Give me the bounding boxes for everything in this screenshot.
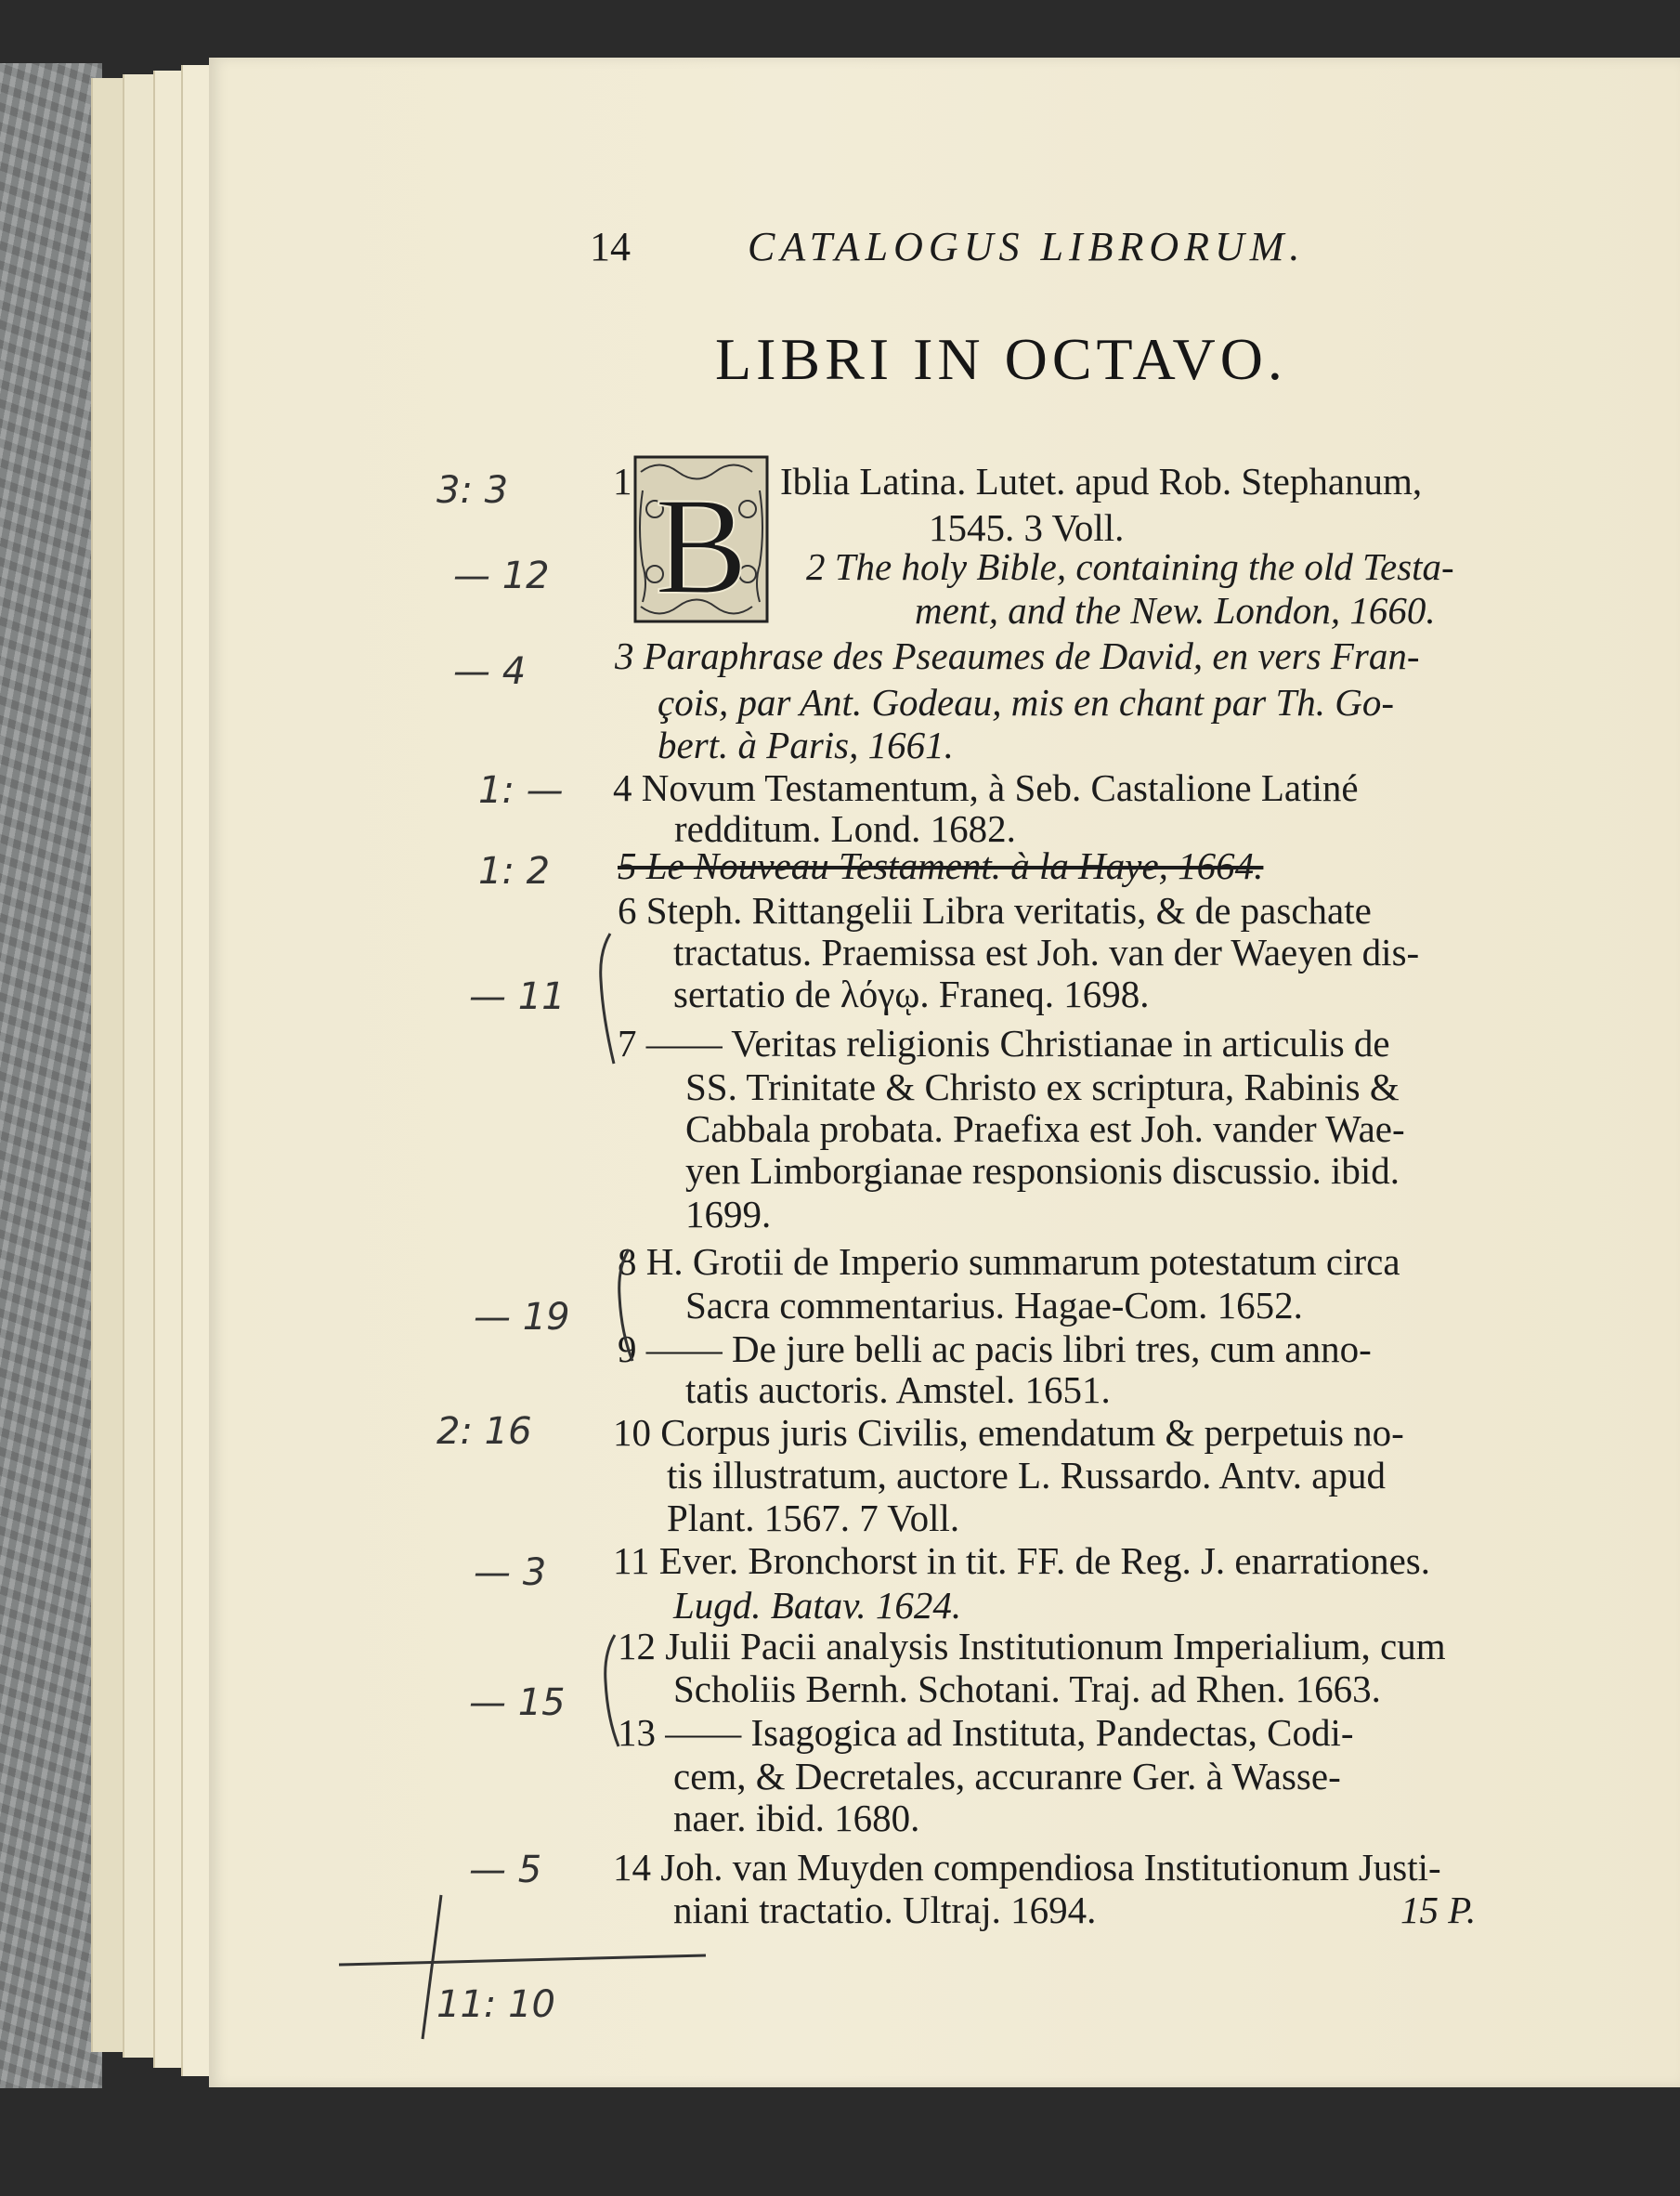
section-title: LIBRI IN OCTAVO. [715, 326, 1287, 392]
handwritten-total: 11: 10 [436, 1983, 555, 2026]
handwritten-brace [594, 1630, 622, 1751]
entry-line: 11 Ever. Bronchorst in tit. FF. de Reg. J. enarrationes. [613, 1539, 1430, 1582]
handwritten-price: — 19 [474, 1296, 570, 1339]
entry-line: 3 Paraphrase des Pseaumes de David, en vers Fran- [615, 634, 1420, 677]
entry-line: Cabbala probata. Praefixa est Joh. vander Wae- [685, 1107, 1405, 1150]
running-title: CATALOGUS LIBRORUM. [748, 224, 1306, 269]
entry-line: 1699. [685, 1193, 772, 1235]
handwritten-brace [608, 1245, 636, 1366]
entry-number: 1 [613, 460, 632, 503]
entry-line: 10 Corpus juris Civilis, emendatum & perpetuis no- [613, 1411, 1404, 1454]
entry-line: sertatio de λόγῳ. Franeq. 1698. [673, 973, 1150, 1015]
entry-line: ment, and the New. London, 1660. [915, 589, 1436, 632]
page-number: 14 [590, 224, 631, 269]
entry-line: 14 Joh. van Muyden compendiosa Institutionum Justi- [613, 1846, 1441, 1889]
entry-line: bert. à Paris, 1661. [658, 724, 954, 766]
entry-line: SS. Trinitate & Christo ex scriptura, Rabinis & [685, 1065, 1400, 1108]
entry-line: redditum. Lond. 1682. [674, 807, 1016, 850]
entry-line: tis illustratum, auctore L. Russardo. Antv. apud [667, 1454, 1386, 1497]
entry-line: Sacra commentarius. Hagae-Com. 1652. [685, 1284, 1303, 1327]
entry-line-struck: 5 Le Nouveau Testament. à la Haye, 1664. [618, 844, 1264, 887]
entry-line: 12 Julii Pacii analysis Institutionum Imperialium, cum [618, 1625, 1446, 1667]
svg-text:B: B [654, 469, 749, 623]
entry-line: naer. ibid. 1680. [673, 1797, 920, 1839]
handwritten-price: — 12 [453, 555, 550, 597]
handwritten-price: — 15 [469, 1681, 566, 1724]
book-cover [0, 63, 102, 2088]
handwritten-price: 1: — [478, 769, 564, 812]
handwritten-price: 1: 2 [478, 850, 551, 893]
catchword: 15 P. [1400, 1889, 1477, 1931]
handwritten-price: 3: 3 [436, 469, 509, 512]
entry-line: Plant. 1567. 7 Voll. [667, 1497, 960, 1539]
entry-line: tractatus. Praemissa est Joh. van der Waeyen dis- [673, 931, 1420, 974]
entry-line: Scholiis Bernh. Schotani. Traj. ad Rhen. 1663. [673, 1667, 1381, 1710]
handwritten-price: — 5 [469, 1849, 542, 1891]
entry-line: niani tractatio. Ultraj. 1694. [673, 1889, 1097, 1931]
handwritten-brace [590, 929, 618, 1068]
handwritten-price: — 11 [469, 975, 566, 1018]
entry-line: 6 Steph. Rittangelii Libra veritatis, & de paschate [618, 889, 1372, 932]
entry-line: 9 —— De jure belli ac pacis libri tres, cum anno- [618, 1327, 1372, 1370]
handwritten-price: — 3 [474, 1551, 547, 1594]
entry-line: 1545. 3 Voll. [929, 506, 1125, 549]
entry-line: Lugd. Batav. 1624. [673, 1584, 962, 1627]
entry-line: 4 Novum Testamentum, à Seb. Castalione Latiné [613, 766, 1359, 809]
handwritten-price: 2: 16 [436, 1410, 532, 1453]
entry-line: 13 —— Isagogica ad Instituta, Pandectas, Codi- [618, 1711, 1354, 1754]
entry-line: 2 The holy Bible, containing the old Testa- [806, 545, 1454, 588]
entry-line: 7 —— Veritas religionis Christianae in articulis de [618, 1022, 1390, 1065]
entry-line: 8 H. Grotii de Imperio summarum potestatum circa [618, 1240, 1400, 1283]
ornamental-drop-cap-icon [632, 453, 771, 625]
handwritten-price: — 4 [453, 650, 527, 693]
entry-line: tatis auctoris. Amstel. 1651. [685, 1368, 1111, 1411]
entry-line: cem, & Decretales, accuranre Ger. à Wasse- [673, 1755, 1341, 1797]
entry-line: yen Limborgianae responsionis discussio. ibid. [685, 1149, 1400, 1192]
entry-line: Iblia Latina. Lutet. apud Rob. Stephanum, [780, 460, 1423, 503]
entry-line: çois, par Ant. Godeau, mis en chant par Th. Go- [658, 681, 1395, 724]
running-head [590, 223, 1518, 279]
